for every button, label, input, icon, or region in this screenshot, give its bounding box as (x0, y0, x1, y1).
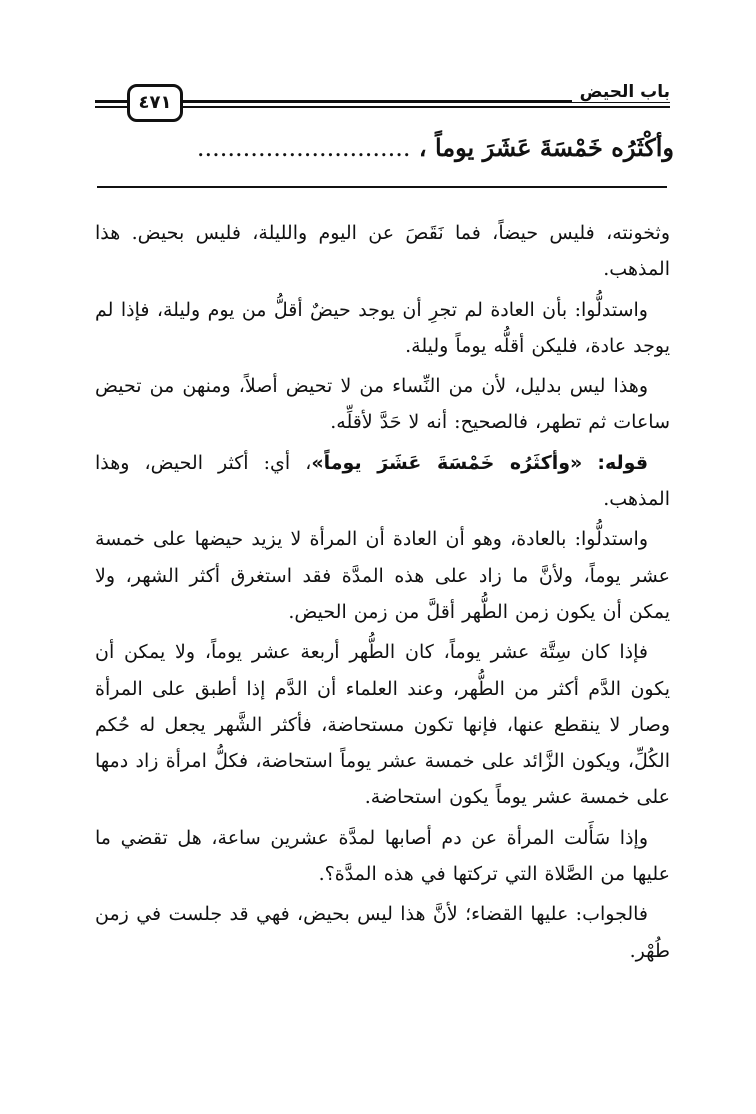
qawl-label: قوله: (597, 451, 649, 474)
paragraph: وإذا سَأَلت المرأة عن دم أصابها لمدَّة عشرين ساعة، هل تقضي ما عليها من الصَّلاة التي تركتها في هذه المدَّة؟. (95, 826, 670, 886)
qawl-paragraph (95, 445, 670, 518)
matn-text: وأكْثَرُه خَمْسَةَ عَشَرَ يوماً ، (418, 133, 674, 162)
paragraph: واستدلُّوا: بأن العادة لم تجرِ أن يوجد حيضٌ أقلُّ من يوم وليلة، فإذا لم يوجد عادة، فليكن أقلُّه يوماً وليلة. (95, 298, 670, 357)
commentary-body (95, 215, 670, 973)
running-header (95, 80, 670, 120)
separator-rule (97, 186, 667, 188)
matn-dots: ............................ (196, 134, 411, 162)
paragraph: واستدلُّوا: بالعادة، وهو أن العادة أن المرأة لا يزيد حيضها على خمسة عشر يوماً، ولأنَّ ما زاد على هذه المدَّة فقد استغرق أكثر الشهر، ولا يمكن أن يكون زمن الطُّهر أقلَّ من زمن الحيض. (95, 528, 670, 623)
qawl-quote: «وأكثَرُه خَمْسَةَ عَشَرَ يوماً» (311, 451, 583, 474)
paragraph: وهذا ليس بدليل، لأن من النِّساء من لا تحيض أصلاً، ومنهن من تحيض ساعات ثم تطهر، فالصحيح: أنه لا حَدَّ لأقلِّه. (95, 375, 670, 434)
page-number-badge: ٤٧١ (127, 84, 183, 122)
qawl-explanation: ، أي: أكثر الحيض، وهذا المذهب. (95, 451, 670, 511)
paragraph: وثخونته، فليس حيضاً، فما نَقَصَ عن اليوم والليلة، فليس بحيض. هذا المذهب. (95, 222, 670, 281)
matn-line (197, 133, 674, 162)
paragraph: فإذا كان سِتَّة عشر يوماً، كان الطُّهر أربعة عشر يوماً، ولا يمكن أن يكون الدَّم أكثر من الطُّهر، وعند العلماء أن الدَّم إذا أطبق على المرأة وصار لا ينقطع عنها، فإنها تكون مستحاضة، فأكثر الشَّهر يجعل له حُكم الكُلِّ، ويكون الزَّائد على خمسة عشر يوماً استحاضة، فكلُّ امرأة زاد دمها على خمسة عشر يوماً يكون استحاضة. (95, 641, 670, 809)
chapter-title: باب الحيض (572, 82, 670, 102)
paragraph: فالجواب: عليها القضاء؛ لأنَّ هذا ليس بحيض، فهي قد جلست في زمن طُهْر. (95, 903, 670, 962)
